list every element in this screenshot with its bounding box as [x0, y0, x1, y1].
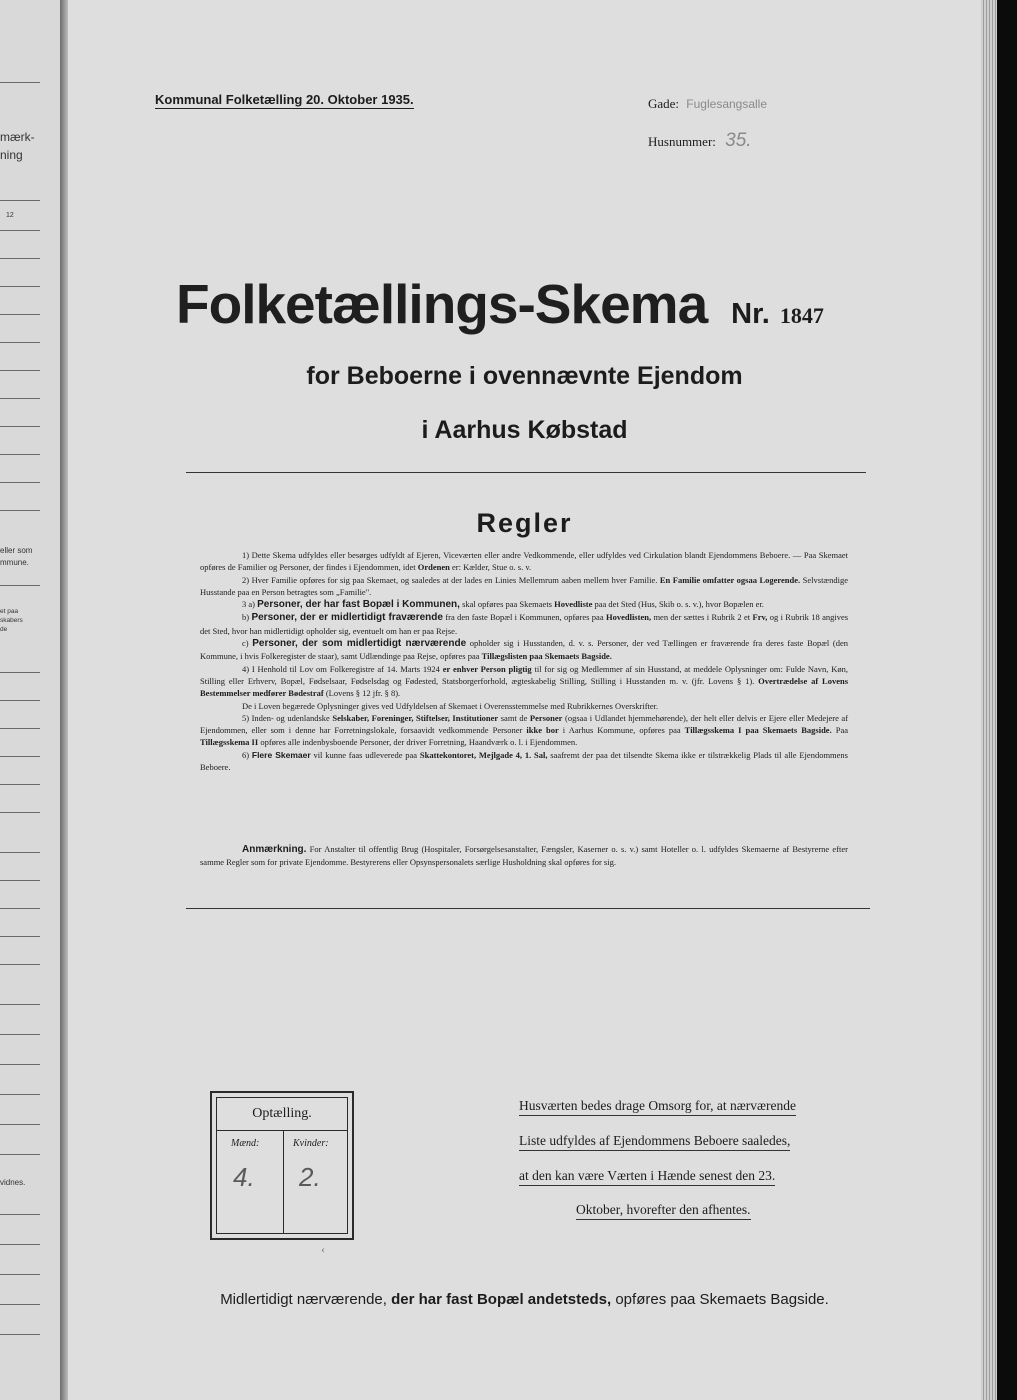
- tally-column-divider: [283, 1130, 284, 1233]
- left-page-rule: [0, 454, 40, 455]
- street-label: Gade:: [648, 96, 680, 111]
- left-page-rule: [0, 1034, 40, 1035]
- footer-note: [68, 1291, 981, 1308]
- tally-box: [210, 1091, 354, 1240]
- census-date-line: Kommunal Folketælling 20. Oktober 1935.: [155, 92, 414, 107]
- left-page-rule: [0, 852, 40, 853]
- left-page-rule: [0, 812, 40, 813]
- left-page-fragment: mærk-: [0, 130, 35, 144]
- footer-part-3: opføres paa Skemaets Bagside.: [615, 1291, 829, 1308]
- left-page-rule: [0, 1334, 40, 1335]
- left-page-rule: [0, 370, 40, 371]
- left-page-rule: [0, 1064, 40, 1065]
- left-page-rule: [0, 1304, 40, 1305]
- left-page-rule: [0, 1244, 40, 1245]
- left-page-rule: [0, 314, 40, 315]
- house-number-value: 35.: [725, 130, 752, 151]
- left-page-rule: [0, 936, 40, 937]
- tally-men-value: 4.: [233, 1162, 255, 1192]
- left-page-rule: [0, 964, 40, 965]
- remark-body: For Anstalter til offentlig Brug (Hospitaler, Forsørgelsesanstalter, Fængsler, Kaserner o. s. v.) samt Hoteller o. l. udfyldes Skemaerne af Bestyrerne efter samme Regler som for private Ejendomme. Bestyrerens eller Opsynspersonalets særlige Husholdning skal opføres for sig.: [200, 844, 848, 868]
- rule-3c: c) Personer, der som midlertidigt nærværende opholder sig i Husstanden, d. v. s. Personer, der ved Tællingen er fraværende fra deres faste Bopæl (den Kommune, i hvis Folkeregister de staar), samt Udlændinge paa Rejse, opføres paa Tillægslisten paa Skemaets Bagside.: [200, 638, 849, 662]
- notice-line-4: Oktober, hvorefter den afhentes.: [576, 1202, 751, 1220]
- left-page-rule: [0, 342, 40, 343]
- rules-text: [200, 549, 848, 773]
- left-page-rule: [0, 672, 40, 673]
- remark-lead: Anmærkning.: [242, 844, 307, 855]
- footer-part-2: der har fast Bopæl andetsteds,: [391, 1291, 612, 1308]
- left-page-rule: [0, 728, 40, 729]
- footer-part-1: Midlertidigt nærværende,: [220, 1291, 387, 1308]
- left-page-rule: [0, 510, 40, 511]
- tally-divider: [217, 1130, 347, 1131]
- house-number-label: Husnummer:: [648, 134, 716, 149]
- left-page-rule: [0, 784, 40, 785]
- divider-top: [186, 472, 866, 473]
- form-title: Folketællings-Skema: [176, 273, 708, 335]
- left-page-fragment: eller som: [0, 546, 33, 555]
- left-page-rule: [0, 82, 40, 83]
- page-stack-edge: [981, 0, 997, 1400]
- notice-line-2: Liste udfyldes af Ejendommens Beboere saaledes,: [519, 1133, 790, 1151]
- street-value: Fuglesangsalle: [686, 97, 768, 111]
- rule-4-note: De i Loven begærede Oplysninger gives ved Udfyldelsen af Skemaet i Overensstemmelse med Rubrikkernes Overskrifter.: [242, 700, 659, 711]
- left-page-rule: [0, 1094, 40, 1095]
- left-page-rule: [0, 200, 40, 201]
- title-row: [176, 272, 824, 336]
- left-page-rule: [0, 756, 40, 757]
- rule-1: 1) Dette Skema udfyldes eller besørges udfyldt af Ejeren, Viceværten eller andre Vedkommende, eller udfyldes ved Cirkulation blandt Ejendommens Beboere. — Paa Skemaet opføres de Familier og Personer, der findes i Ejendommen, idet Ordenen er: Kælder, Stue o. s. v.: [200, 550, 848, 573]
- rules-heading: Regler: [476, 508, 573, 538]
- rule-3b: b) Personer, der er midlertidigt fraværende fra den faste Bopæl i Kommunen, opføres paa Hovedlisten, men der sættes i Rubrik 2 et Frv, og i Rubrik 18 angives det Sted, hvor han midlertidigt opholder sig, eventuelt om han er paa Rejse.: [200, 612, 849, 636]
- left-page-rule: [0, 1274, 40, 1275]
- street-field: [648, 96, 767, 112]
- left-page-fragment: ning: [0, 148, 23, 162]
- rule-5: 5) Inden- og udenlandske Selskaber, Foreninger, Stiftelser, Institutioner samt de Personer (ogsaa i Udlandet hjemmehørende), der helt eller delvis er Ejere eller Medejere af Ejendommen, eller som i denne har Forretningslokale, forsaavidt vedkommende Personer ikke bor i Aarhus Kommune, opføres paa Tillægsskema I paa Skemaets Bagside. Paa Tillægsskema II opføres alle indenbysboende Personer, der driver Forretning, Haandværk o. l. i Ejendommen.: [200, 712, 849, 748]
- divider-bottom: [186, 908, 870, 909]
- left-page-rule: [0, 880, 40, 881]
- notice-line-3: at den kan være Værten i Hænde senest den 23.: [519, 1168, 775, 1186]
- form-number-label: Nr.: [731, 298, 770, 330]
- book-spine: [60, 0, 68, 1400]
- tally-title: Optælling.: [252, 1106, 312, 1121]
- left-page-fragment: et paa: [0, 608, 19, 615]
- house-number-field: [648, 130, 752, 152]
- left-page-fragment: vidnes.: [0, 1178, 26, 1187]
- tally-women-label: Kvinder:: [293, 1138, 329, 1149]
- rule-3a: 3 a) Personer, der har fast Bopæl i Kommunen, skal opføres paa Skemaets Hovedliste paa det Sted (Hus, Skib o. s. v.), hvor Bopælen er.: [242, 599, 764, 611]
- left-facing-page: [0, 0, 61, 1400]
- tally-men-label: Mænd:: [231, 1138, 260, 1149]
- left-page-rule: [0, 1214, 40, 1215]
- left-page-rule: [0, 482, 40, 483]
- left-page-rule: [0, 1004, 40, 1005]
- left-page-rule: [0, 908, 40, 909]
- pencil-mark: ‹: [321, 1242, 325, 1256]
- rule-6: 6) Flere Skemaer vil kunne faas udleverede paa Skattekontoret, Mejlgade 4, 1. Sal, saafremt der paa det tilsendte Skema ikke er tilstrækkelig Plads til alle Ejendommens Beboere.: [200, 749, 848, 773]
- tally-inner-frame: [216, 1097, 348, 1234]
- census-form-page: [68, 0, 981, 1400]
- form-subtitle-2: i Aarhus Købstad: [421, 416, 628, 444]
- left-page-rule: [0, 585, 40, 586]
- left-page-rule: [0, 230, 40, 231]
- remark-text: [200, 843, 848, 869]
- left-page-rule: [0, 398, 40, 399]
- left-page-fragment: mmune.: [0, 558, 29, 567]
- left-page-rule: [0, 700, 40, 701]
- left-page-rule: [0, 1124, 40, 1125]
- left-page-rule: [0, 258, 40, 259]
- form-subtitle-1: for Beboerne i ovennævnte Ejendom: [306, 362, 743, 390]
- left-page-rule: [0, 286, 40, 287]
- notice-line-1: Husværten bedes drage Omsorg for, at nærværende: [519, 1098, 796, 1116]
- left-page-rule: [0, 426, 40, 427]
- left-page-rule: [0, 1154, 40, 1155]
- left-page-fragment: 12: [6, 212, 14, 219]
- left-page-fragment: skabers: [0, 617, 23, 624]
- left-page-fragment: de: [0, 626, 8, 633]
- rule-4: 4) I Henhold til Lov om Folkeregistre af 14. Marts 1924 er enhver Person pligtig til for sig og Medlemmer af sin Husstand, at meddele Oplysninger om: Fulde Navn, Køn, Stilling eller Erhverv, Bopæl, Fødselsaar, Fødselsdag og Fødested, Statsborgerforhold, ægteskabelig Stilling, Stilling i Husstanden m. v. (jfr. Lovens § 1). Overtrædelse af Lovens Bestemmelser medfører Bødestraf (Lovens § 12 jfr. § 8).: [200, 663, 849, 699]
- rule-2: 2) Hver Familie opføres for sig paa Skemaet, og saaledes at der lades en Linies Mellemrum aaben mellem hver Familie. En Familie omfatter ogsaa Logerende. Selvstændige Husstande paa en Person betragtes som „Familie".: [200, 574, 848, 597]
- form-number-value: 1847: [779, 303, 824, 328]
- tally-women-value: 2.: [299, 1162, 321, 1192]
